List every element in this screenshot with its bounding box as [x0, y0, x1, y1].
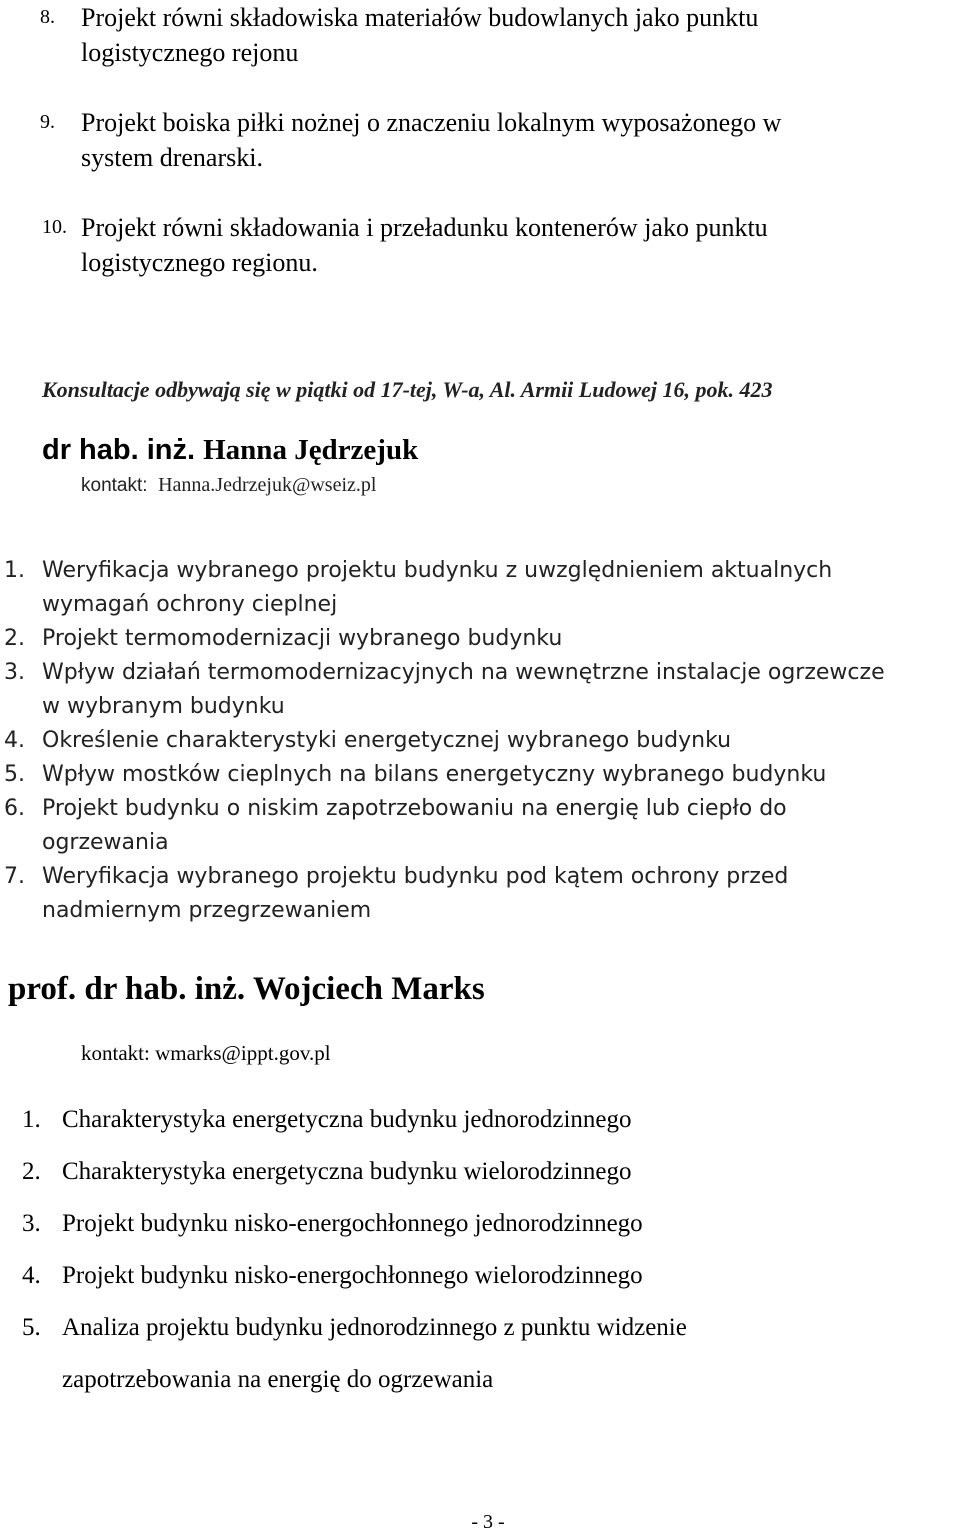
contact-label: kontakt:	[81, 475, 148, 496]
supervisor-title: dr hab. inż.	[42, 434, 196, 466]
list-item-number: 1.	[4, 558, 25, 583]
list-item-text: wymagań ochrony cieplnej	[42, 592, 338, 617]
list-item	[0, 758, 960, 792]
list-item-text: Weryfikacja wybranego projektu budynku pod kątem ochrony przed	[42, 864, 789, 889]
consultation-note: Konsultacje odbywają się w piątki od 17-tej, W-a, Al. Armii Ludowej 16, pok. 423	[42, 377, 773, 402]
list-item	[0, 554, 960, 622]
supervisor-contact: kontakt: wmarks@ippt.gov.pl	[81, 1041, 331, 1065]
page-number: - 3 -	[471, 1511, 505, 1533]
list-item-text: nadmiernym przegrzewaniem	[42, 898, 372, 923]
list-item-text: system drenarski.	[81, 143, 263, 172]
list-item	[0, 622, 960, 656]
list-item-text: Weryfikacja wybranego projektu budynku z uwzględnieniem aktualnych	[42, 558, 833, 583]
list-item-text: Projekt budynku nisko-energochłonnego jednorodzinnego	[62, 1210, 643, 1237]
list-item-text: Projekt termomodernizacji wybranego budynku	[42, 626, 563, 651]
list-item	[0, 724, 960, 758]
list-item-text: Wpływ działań termomodernizacyjnych na wewnętrzne instalacje ogrzewcze	[42, 660, 885, 685]
list-item	[0, 210, 960, 280]
list-item-text: Projekt budynku o niskim zapotrzebowaniu na energię lub ciepło do	[42, 796, 787, 821]
list-item-text: Charakterystyka energetyczna budynku wielorodzinnego	[62, 1158, 632, 1185]
list-item-text: Określenie charakterystyki energetycznej wybranego budynku	[42, 728, 732, 753]
list-item-number: 10.	[42, 216, 67, 238]
supervisor-name-heading: prof. dr hab. inż. Wojciech Marks	[8, 971, 485, 1007]
list-item	[0, 656, 960, 724]
topic-list-jedrzejuk	[0, 554, 960, 928]
supervisor-name: Hanna Jędrzejuk	[203, 434, 419, 466]
list-item	[0, 1198, 960, 1250]
topic-list-continued	[0, 0, 960, 280]
list-item	[0, 860, 960, 928]
list-item-number: 5.	[4, 762, 25, 787]
list-item	[0, 105, 960, 175]
list-item-text: Wpływ mostków cieplnych na bilans energetyczny wybranego budynku	[42, 762, 827, 787]
list-item-number: 4.	[4, 728, 25, 753]
list-item-text: Projekt budynku nisko-energochłonnego wielorodzinnego	[62, 1262, 643, 1289]
list-item-text: logistycznego regionu.	[81, 248, 318, 277]
list-item	[0, 1094, 960, 1146]
list-item-text: Analiza projektu budynku jednorodzinnego z punktu widzenie	[62, 1314, 687, 1341]
list-item-number: 9.	[40, 111, 55, 133]
list-item-text: ogrzewania	[42, 830, 169, 855]
list-item-number: 2.	[22, 1158, 41, 1185]
topic-list-marks	[0, 1094, 960, 1406]
list-item-number: 7.	[4, 864, 25, 889]
list-item	[0, 0, 960, 70]
email-address: Hanna.Jedrzejuk@wseiz.pl	[158, 474, 377, 496]
list-item-number: 2.	[4, 626, 25, 651]
list-item-number: 8.	[40, 6, 55, 28]
list-item-text: logistycznego rejonu	[81, 38, 299, 67]
list-item-text: Projekt równi składowania i przeładunku kontenerów jako punktu	[81, 213, 768, 242]
supervisor-name-heading	[42, 432, 418, 468]
list-item-text: zapotrzebowania na energię do ogrzewania	[62, 1366, 494, 1393]
list-item-text: Charakterystyka energetyczna budynku jednorodzinnego	[62, 1106, 632, 1133]
list-item-text: Projekt boiska piłki nożnej o znaczeniu lokalnym wyposażonego w	[81, 108, 782, 137]
list-item-number: 4.	[22, 1262, 41, 1289]
list-item-number: 6.	[4, 796, 25, 821]
list-item	[0, 1302, 960, 1406]
list-item	[0, 1146, 960, 1198]
list-item	[0, 1250, 960, 1302]
list-item-number: 1.	[22, 1106, 41, 1133]
list-item-number: 3.	[4, 660, 25, 685]
supervisor-contact	[81, 471, 376, 500]
list-item-number: 3.	[22, 1210, 41, 1237]
list-item-text: Projekt równi składowiska materiałów budowlanych jako punktu	[81, 3, 759, 32]
list-item	[0, 792, 960, 860]
list-item-text: w wybranym budynku	[42, 694, 285, 719]
list-item-number: 5.	[22, 1314, 41, 1341]
